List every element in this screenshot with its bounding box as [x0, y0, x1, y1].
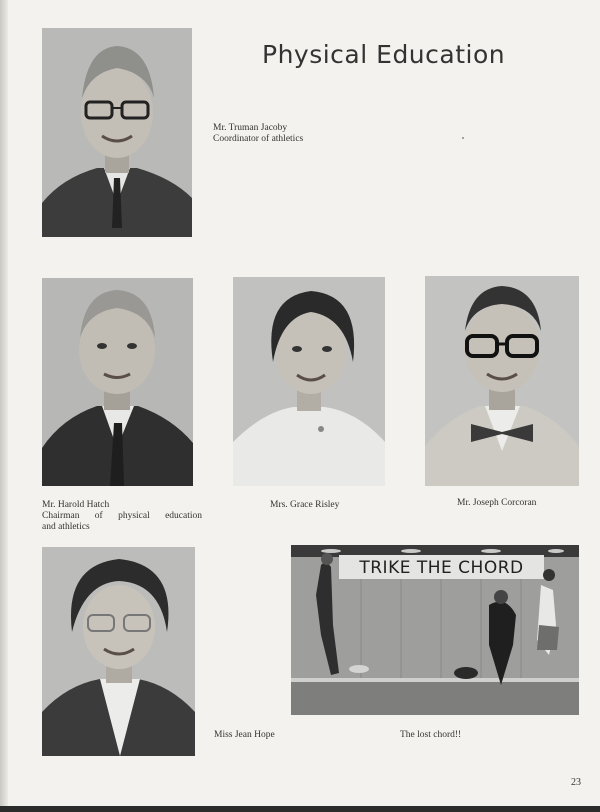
- caption-jacoby: [213, 123, 303, 145]
- caption-jacoby-name: Mr. Truman Jacoby: [213, 123, 288, 133]
- portrait-jean-hope: [42, 547, 195, 756]
- portrait-joseph-corcoran: [425, 276, 579, 486]
- page-number: 23: [571, 777, 581, 788]
- portrait-grace-risley: [233, 277, 385, 486]
- caption-hope: Miss Jean Hope: [214, 730, 275, 740]
- caption-risley: Mrs. Grace Risley: [270, 500, 340, 510]
- caption-hatch: [42, 500, 202, 533]
- page-title: Physical Education: [262, 40, 506, 69]
- caption-chord: The lost chord!!: [400, 730, 462, 740]
- caption-hatch-role-line2: and athletics: [42, 522, 90, 532]
- portrait-truman-jacoby: [42, 28, 192, 237]
- banner-text: TRIKE THE CHORD: [359, 558, 524, 578]
- caption-corcoran: Mr. Joseph Corcoran: [457, 498, 537, 508]
- page-bottom-edge: [0, 806, 600, 812]
- stray-mark: [462, 137, 464, 139]
- caption-jacoby-role: Coordinator of athletics: [213, 134, 304, 144]
- caption-hatch-role-line1: Chairman of physical education: [42, 511, 202, 521]
- page-gutter: [0, 0, 8, 812]
- portrait-harold-hatch: [42, 278, 193, 486]
- caption-hatch-name: Mr. Harold Hatch: [42, 500, 110, 510]
